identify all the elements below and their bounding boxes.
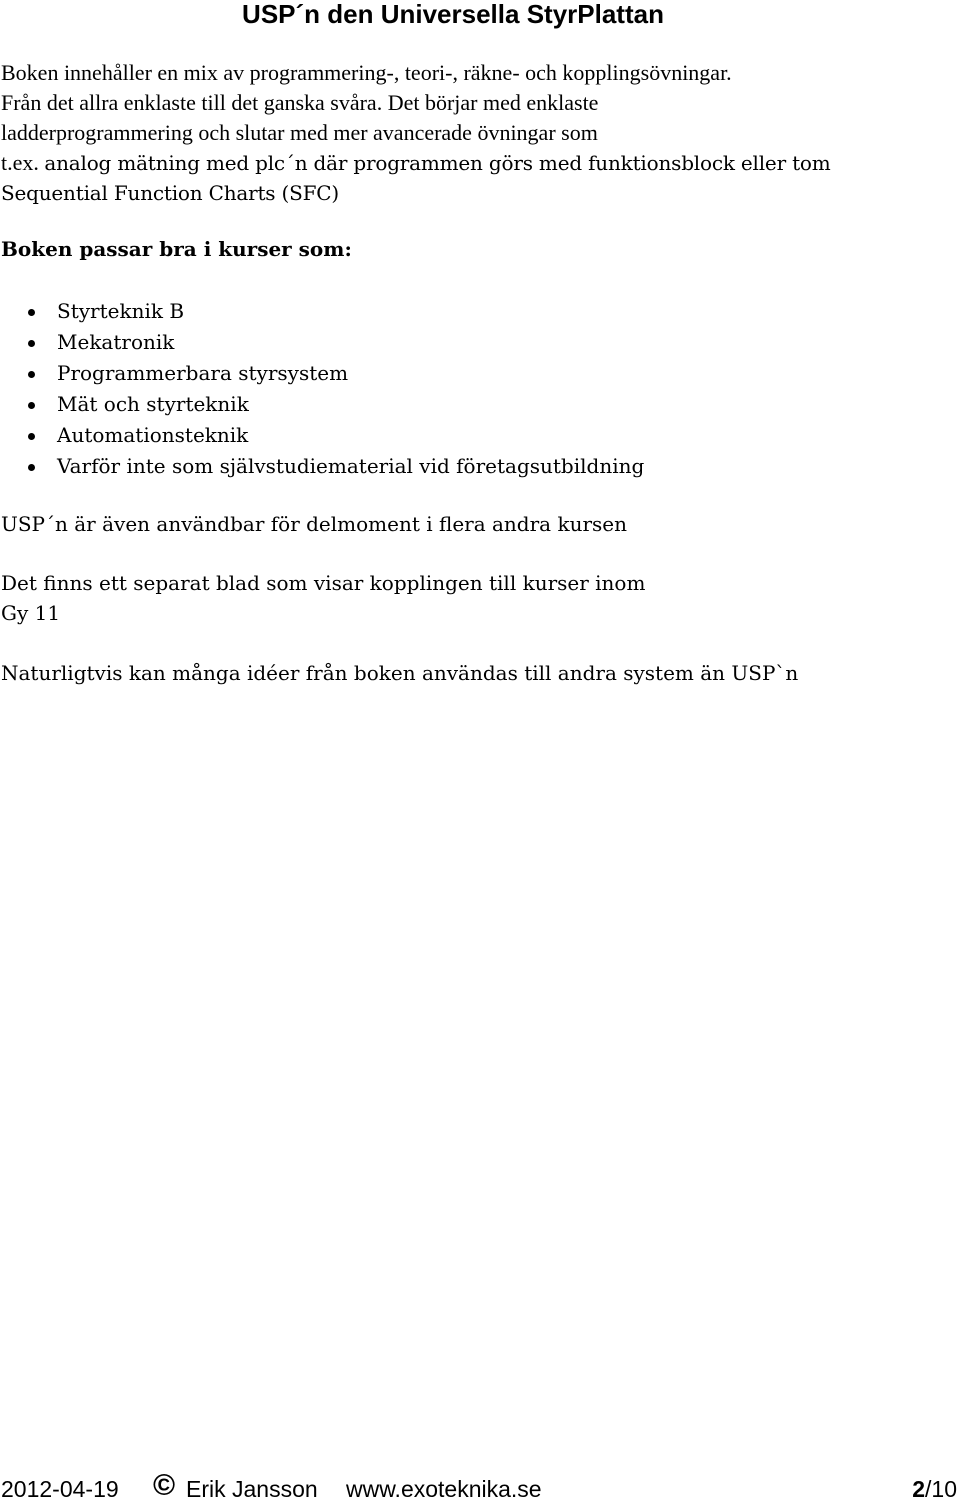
bullet-icon (28, 402, 35, 409)
list-item (28, 389, 644, 420)
bullet-icon (28, 371, 35, 378)
courses-heading: Boken passar bra i kurser som: (1, 237, 352, 261)
list-item (28, 451, 644, 482)
bullet-icon (28, 309, 35, 316)
bullet-icon (28, 340, 35, 347)
list-item (28, 420, 644, 451)
intro-line-prefix: t.ex. (1, 150, 39, 175)
list-item (28, 358, 644, 389)
page-title: USP´n den Universella StyrPlattan (242, 0, 664, 29)
course-label: Varför inte som självstudiematerial vid företagsutbildning (57, 454, 645, 478)
course-label: Programmerbara styrsystem (57, 361, 349, 385)
course-label: Styrteknik B (57, 299, 185, 323)
intro-paragraph (1, 58, 951, 208)
separate-sheet-line: Gy 11 (1, 601, 61, 625)
intro-line-mixed (1, 148, 951, 178)
course-label: Automationsteknik (57, 423, 249, 447)
page-footer (0, 1469, 960, 1504)
bullet-icon (28, 464, 35, 471)
intro-line: Boken innehåller en mix av programmering-, teori-, räkne- och kopplingsövningar. (1, 60, 732, 85)
bullet-icon (28, 433, 35, 440)
list-item (28, 327, 644, 358)
footer-date: 2012-04-19 (1, 1476, 119, 1502)
page-number (912, 1474, 957, 1504)
page-total: /10 (925, 1476, 957, 1502)
footer-author: Erik Jansson (186, 1476, 318, 1502)
footer-website: www.exoteknika.se (346, 1476, 542, 1502)
list-item (28, 296, 644, 327)
intro-line: Sequential Function Charts (SFC) (1, 181, 340, 205)
course-label: Mekatronik (57, 330, 175, 354)
intro-line-continued: analog mätning med plc´n där programmen görs med funktionsblock eller tom (44, 151, 831, 175)
naturally-paragraph: Naturligtvis kan många idéer från boken användas till andra system än USP`n (1, 661, 799, 685)
page-current: 2 (912, 1476, 926, 1502)
separate-sheet-line: Det finns ett separat blad som visar kopplingen till kurser inom (1, 571, 646, 595)
course-label: Mät och styrteknik (57, 392, 249, 416)
copyright-icon: © (153, 1469, 176, 1502)
courses-list (28, 296, 644, 482)
separate-sheet-paragraph (1, 568, 645, 628)
intro-line: ladderprogrammering och slutar med mer avancerade övningar som (1, 120, 598, 145)
usp-paragraph: USP´n är även användbar för delmoment i flera andra kursen (1, 512, 627, 536)
intro-line: Från det allra enklaste till det ganska svåra. Det börjar med enklaste (1, 90, 599, 115)
